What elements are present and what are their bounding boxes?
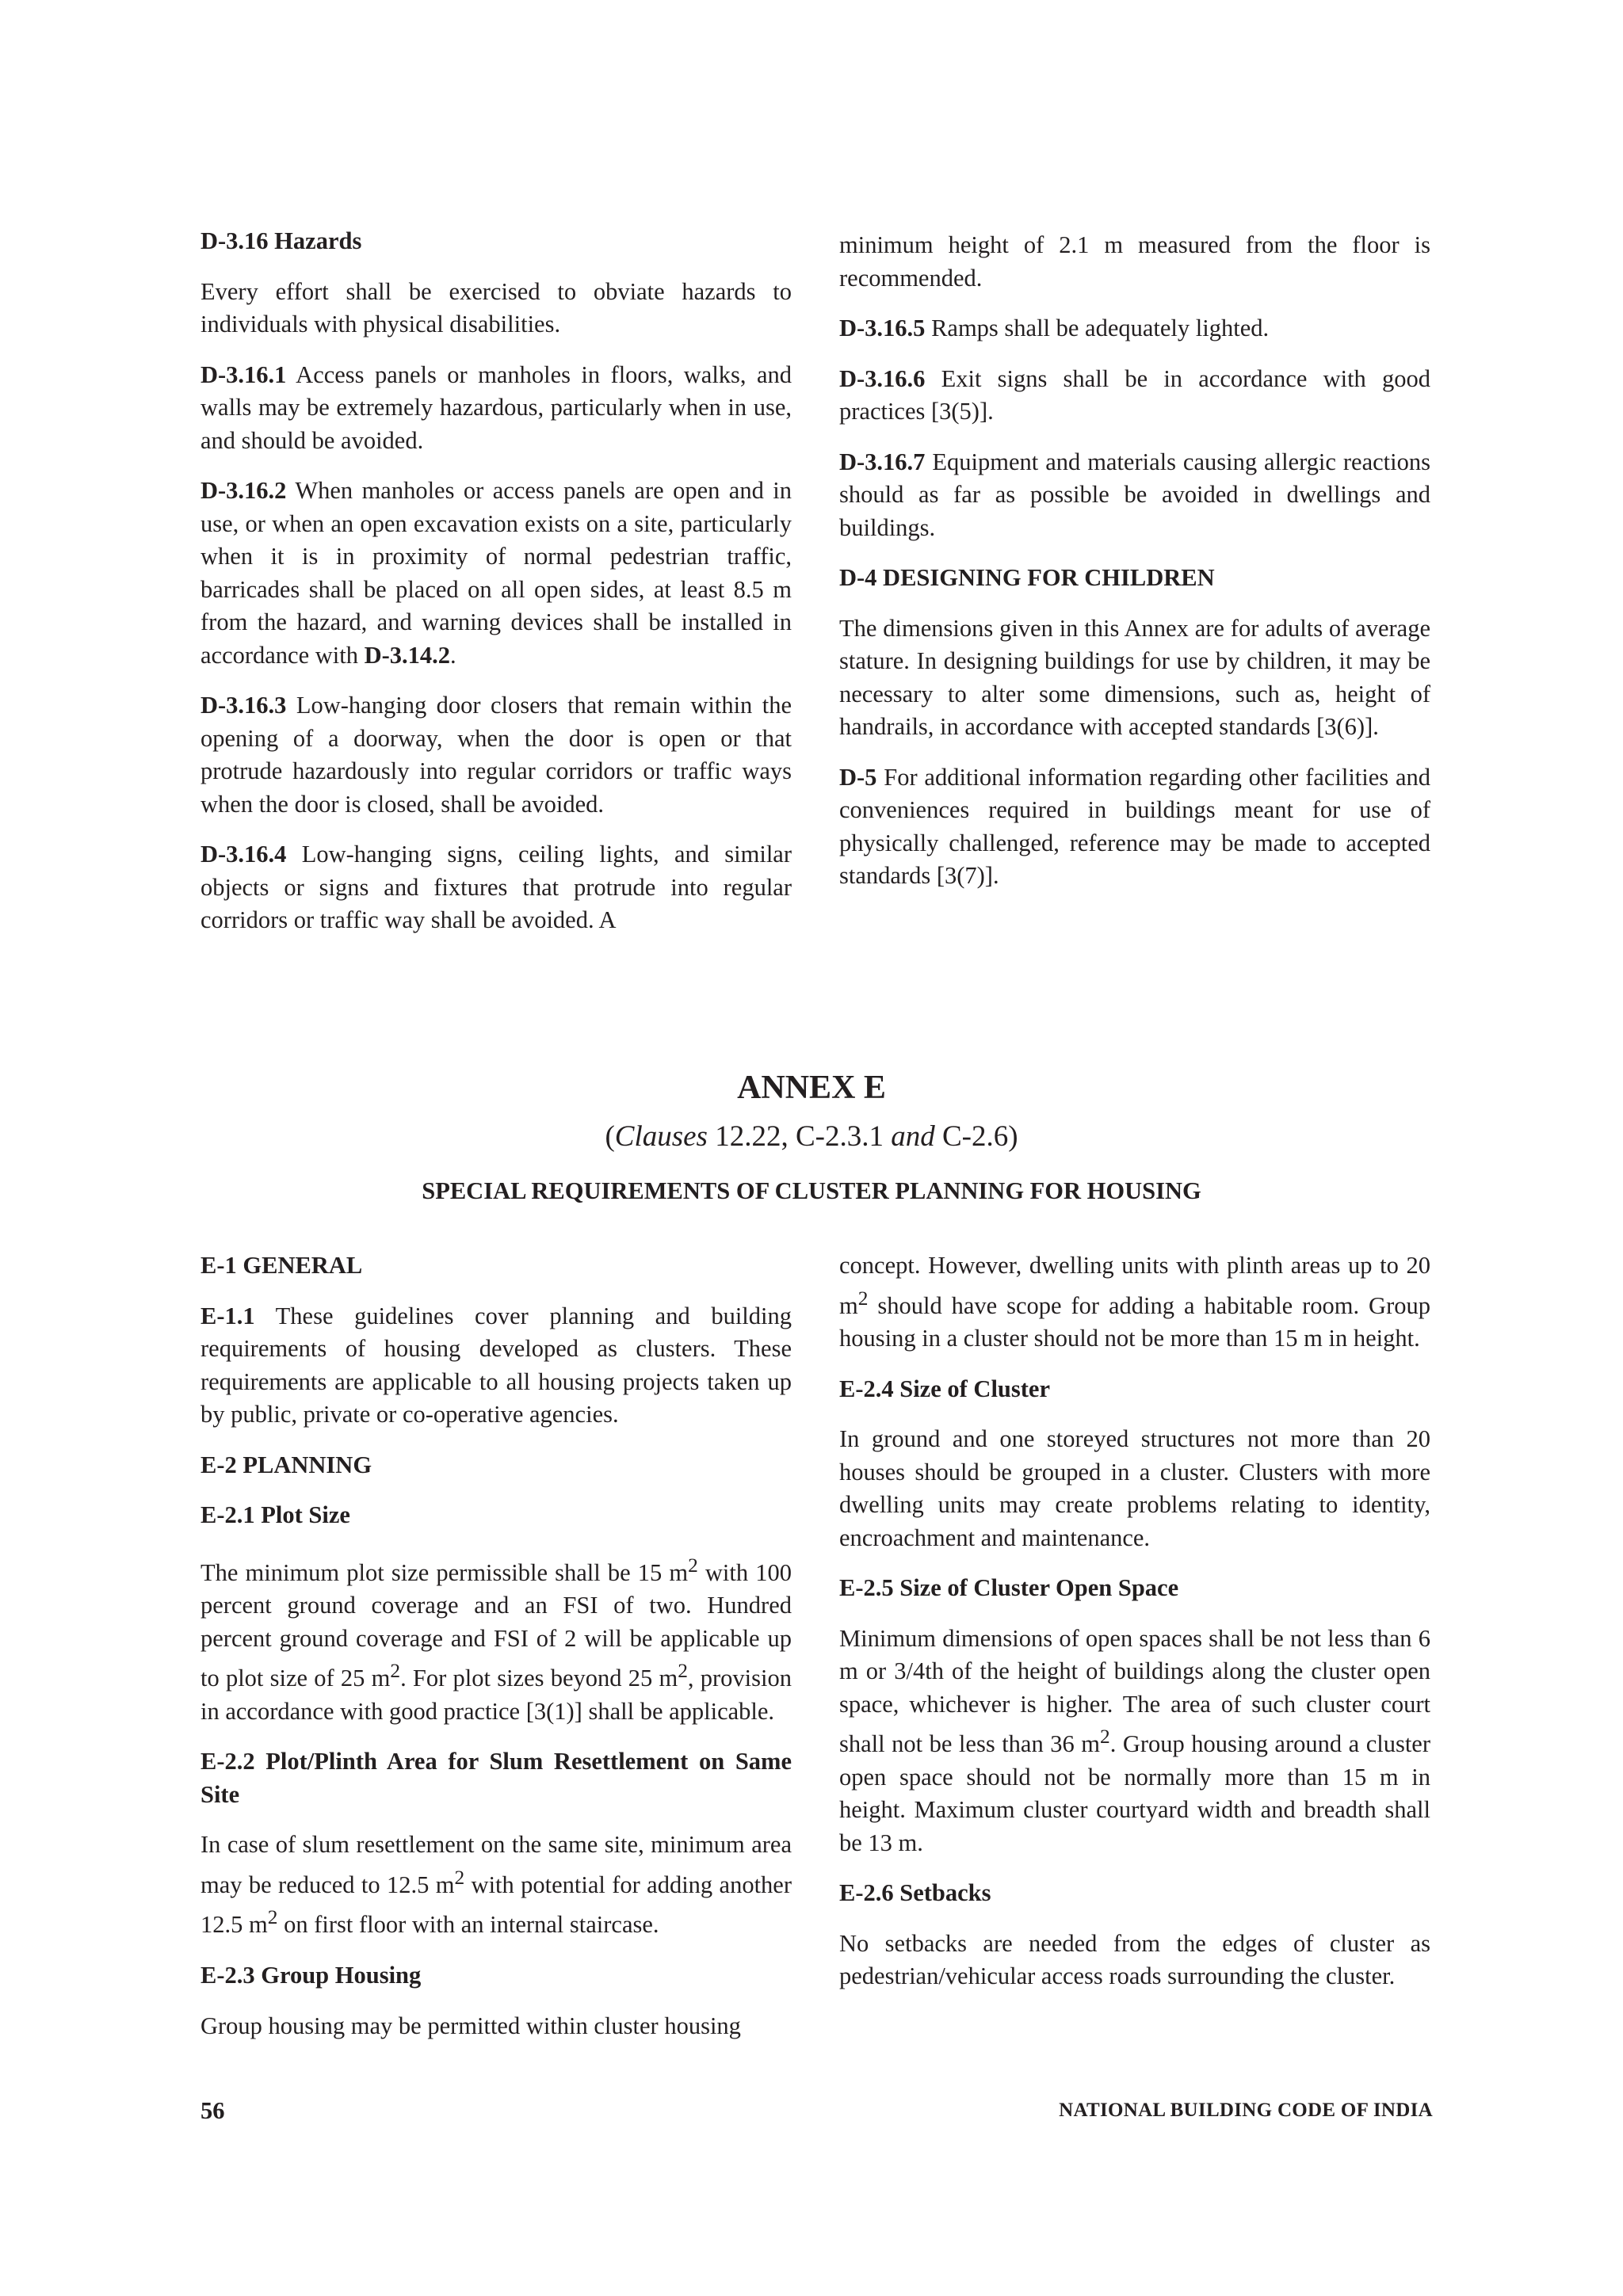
clause-label: D-5 <box>839 763 877 791</box>
paragraph-d3162: D-3.16.2 When manholes or access panels are open and in use, or when an open excavation exists on a site, particularly when it is in proximity of normal pedestrian traffic, barricades shall be placed on all open sides, at least 8.5 m from the hazard, and warning devices shall be installed in accordance with D-3.14.2. <box>200 477 792 669</box>
paragraph-e22: In case of slum resettlement on the same site, minimum area may be reduced to 12.5 $m^2$ with potential for adding another 12.5 $m^2$ on first floor with an internal staircase. <box>200 1831 792 1939</box>
section-heading-d316: D-3.16 Hazards <box>200 227 362 254</box>
bottom-left-column <box>200 1249 792 2060</box>
top-left-column <box>200 225 792 955</box>
section-heading-e23: E-2.3 Group Housing <box>200 1962 422 1989</box>
paragraph-d3163: D-3.16.3 Low-hanging door closers that remain within the opening of a doorway, when the door is open or that protrude hazardously into regular corridors or traffic ways when the door is closed, shall be avoided. <box>200 692 792 818</box>
clause-label: D-3.16.7 <box>839 448 926 475</box>
annex-title: ANNEX E <box>737 1070 886 1106</box>
paragraph-d3167: D-3.16.7 Equipment and materials causing allergic reactions should as far as possible be avoided in dwellings and buildings. <box>839 448 1430 541</box>
clause-label: D-3.16.4 <box>200 841 287 868</box>
clause-reference: D-3.14.2 <box>364 641 451 669</box>
clause-label: E-1.1 <box>200 1302 255 1329</box>
paragraph-d5: D-5 For additional information regarding other facilities and conveniences required in buildings meant for use of physically challenged, reference may be made to accepted standards [3(7)]. <box>839 763 1430 889</box>
paragraph-d3165: D-3.16.5 Ramps shall be adequately lighted. <box>839 315 1270 341</box>
clause-label: D-3.16.5 <box>839 315 926 341</box>
section-heading-e1: E-1 GENERAL <box>200 1252 363 1279</box>
page-number: 56 <box>200 2097 225 2124</box>
top-right-column <box>839 229 1430 910</box>
paragraph-e23: Group housing may be permitted within cluster housing <box>200 2012 741 2039</box>
paragraph-d3161: D-3.16.1 Access panels or manholes in floors, walks, and walls may be extremely hazardous, particularly when in use, and should be avoided. <box>200 360 792 454</box>
bottom-right-column <box>839 1249 1430 2011</box>
annex-clauses: (Clauses 12.22, C-2.3.1 and C-2.6) <box>605 1120 1018 1153</box>
clause-label: D-3.16.3 <box>200 692 287 719</box>
paragraph-e11: E-1.1 These guidelines cover planning and building requirements of housing developed as clusters. These requirements are applicable to all housing projects taken up by public, private or co-operative agencies. <box>200 1302 792 1428</box>
paragraph-e24: In ground and one storeyed structures not more than 20 houses should be grouped in a cluster. Clusters with more dwelling units may create problems relating to identity, encroachment and maintenance. <box>839 1425 1430 1551</box>
clause-label: D-3.16.1 <box>200 360 287 388</box>
section-heading-e26: E-2.6 Setbacks <box>839 1879 991 1907</box>
section-heading-e2: E-2 PLANNING <box>200 1451 372 1478</box>
paragraph-d3164-continued: minimum height of 2.1 m measured from the floor is recommended. <box>839 231 1430 292</box>
paragraph-d316: Every effort shall be exercised to obviate hazards to individuals with physical disabilities. <box>200 277 792 338</box>
running-footer: NATIONAL BUILDING CODE OF INDIA <box>1059 2100 1433 2121</box>
section-heading-d4: D-4 DESIGNING FOR CHILDREN <box>839 564 1215 591</box>
section-heading-e25: E-2.5 Size of Cluster Open Space <box>839 1574 1179 1602</box>
paragraph-d3166: D-3.16.6 Exit signs shall be in accordance with good practices [3(5)]. <box>839 364 1430 425</box>
paragraph-e23-continued: concept. However, dwelling units with plinth areas up to 20 $m^2$ should have scope for adding a habitable room. Group housing in a cluster should not be more than 15 m in height. <box>839 1252 1430 1352</box>
annex-subtitle: SPECIAL REQUIREMENTS OF CLUSTER PLANNING FOR HOUSING <box>422 1177 1201 1204</box>
paragraph-e21: The minimum plot size permissible shall be 15 $m^2$ with 100 percent ground coverage and an FSI of two. Hundred percent ground coverage and FSI of 2 will be applicable up to plot size of 25 $m^2$. For plot sizes beyond 25 $m^2$, provision in accordance with good practice [3(1)] shall be applicable. <box>200 1554 792 1725</box>
paragraph-e25: Minimum dimensions of open spaces shall be not less than 6 m or 3/4th of the height of buildings along the cluster open space, whichever is higher. The area of such cluster court shall not be less than 36 $m^2$. Group housing around a cluster open space should not be normally more than 15 m in height. Maximum cluster courtyard width and breadth shall be 13 m. <box>839 1624 1430 1856</box>
section-heading-e24: E-2.4 Size of Cluster <box>839 1375 1050 1402</box>
section-heading-e21: E-2.1 Plot Size <box>200 1501 350 1528</box>
paragraph-d4: The dimensions given in this Annex are for adults of average stature. In designing buildings for use by children, it may be necessary to alter some dimensions, such as, height of handrails, in accordance with accepted standards [3(6)]. <box>839 614 1430 740</box>
paragraph-d3164: D-3.16.4 Low-hanging signs, ceiling lights, and similar objects or signs and fixtures that protrude into regular corridors or traffic way shall be avoided. A <box>200 841 792 933</box>
clause-label: D-3.16.2 <box>200 477 287 504</box>
clause-label: D-3.16.6 <box>839 364 926 392</box>
section-heading-e22: E-2.2 Plot/Plinth Area for Slum Resettlement on Same Site <box>200 1748 792 1808</box>
paragraph-e26: No setbacks are needed from the edges of cluster as pedestrian/vehicular access roads surrounding the cluster. <box>839 1929 1430 1990</box>
